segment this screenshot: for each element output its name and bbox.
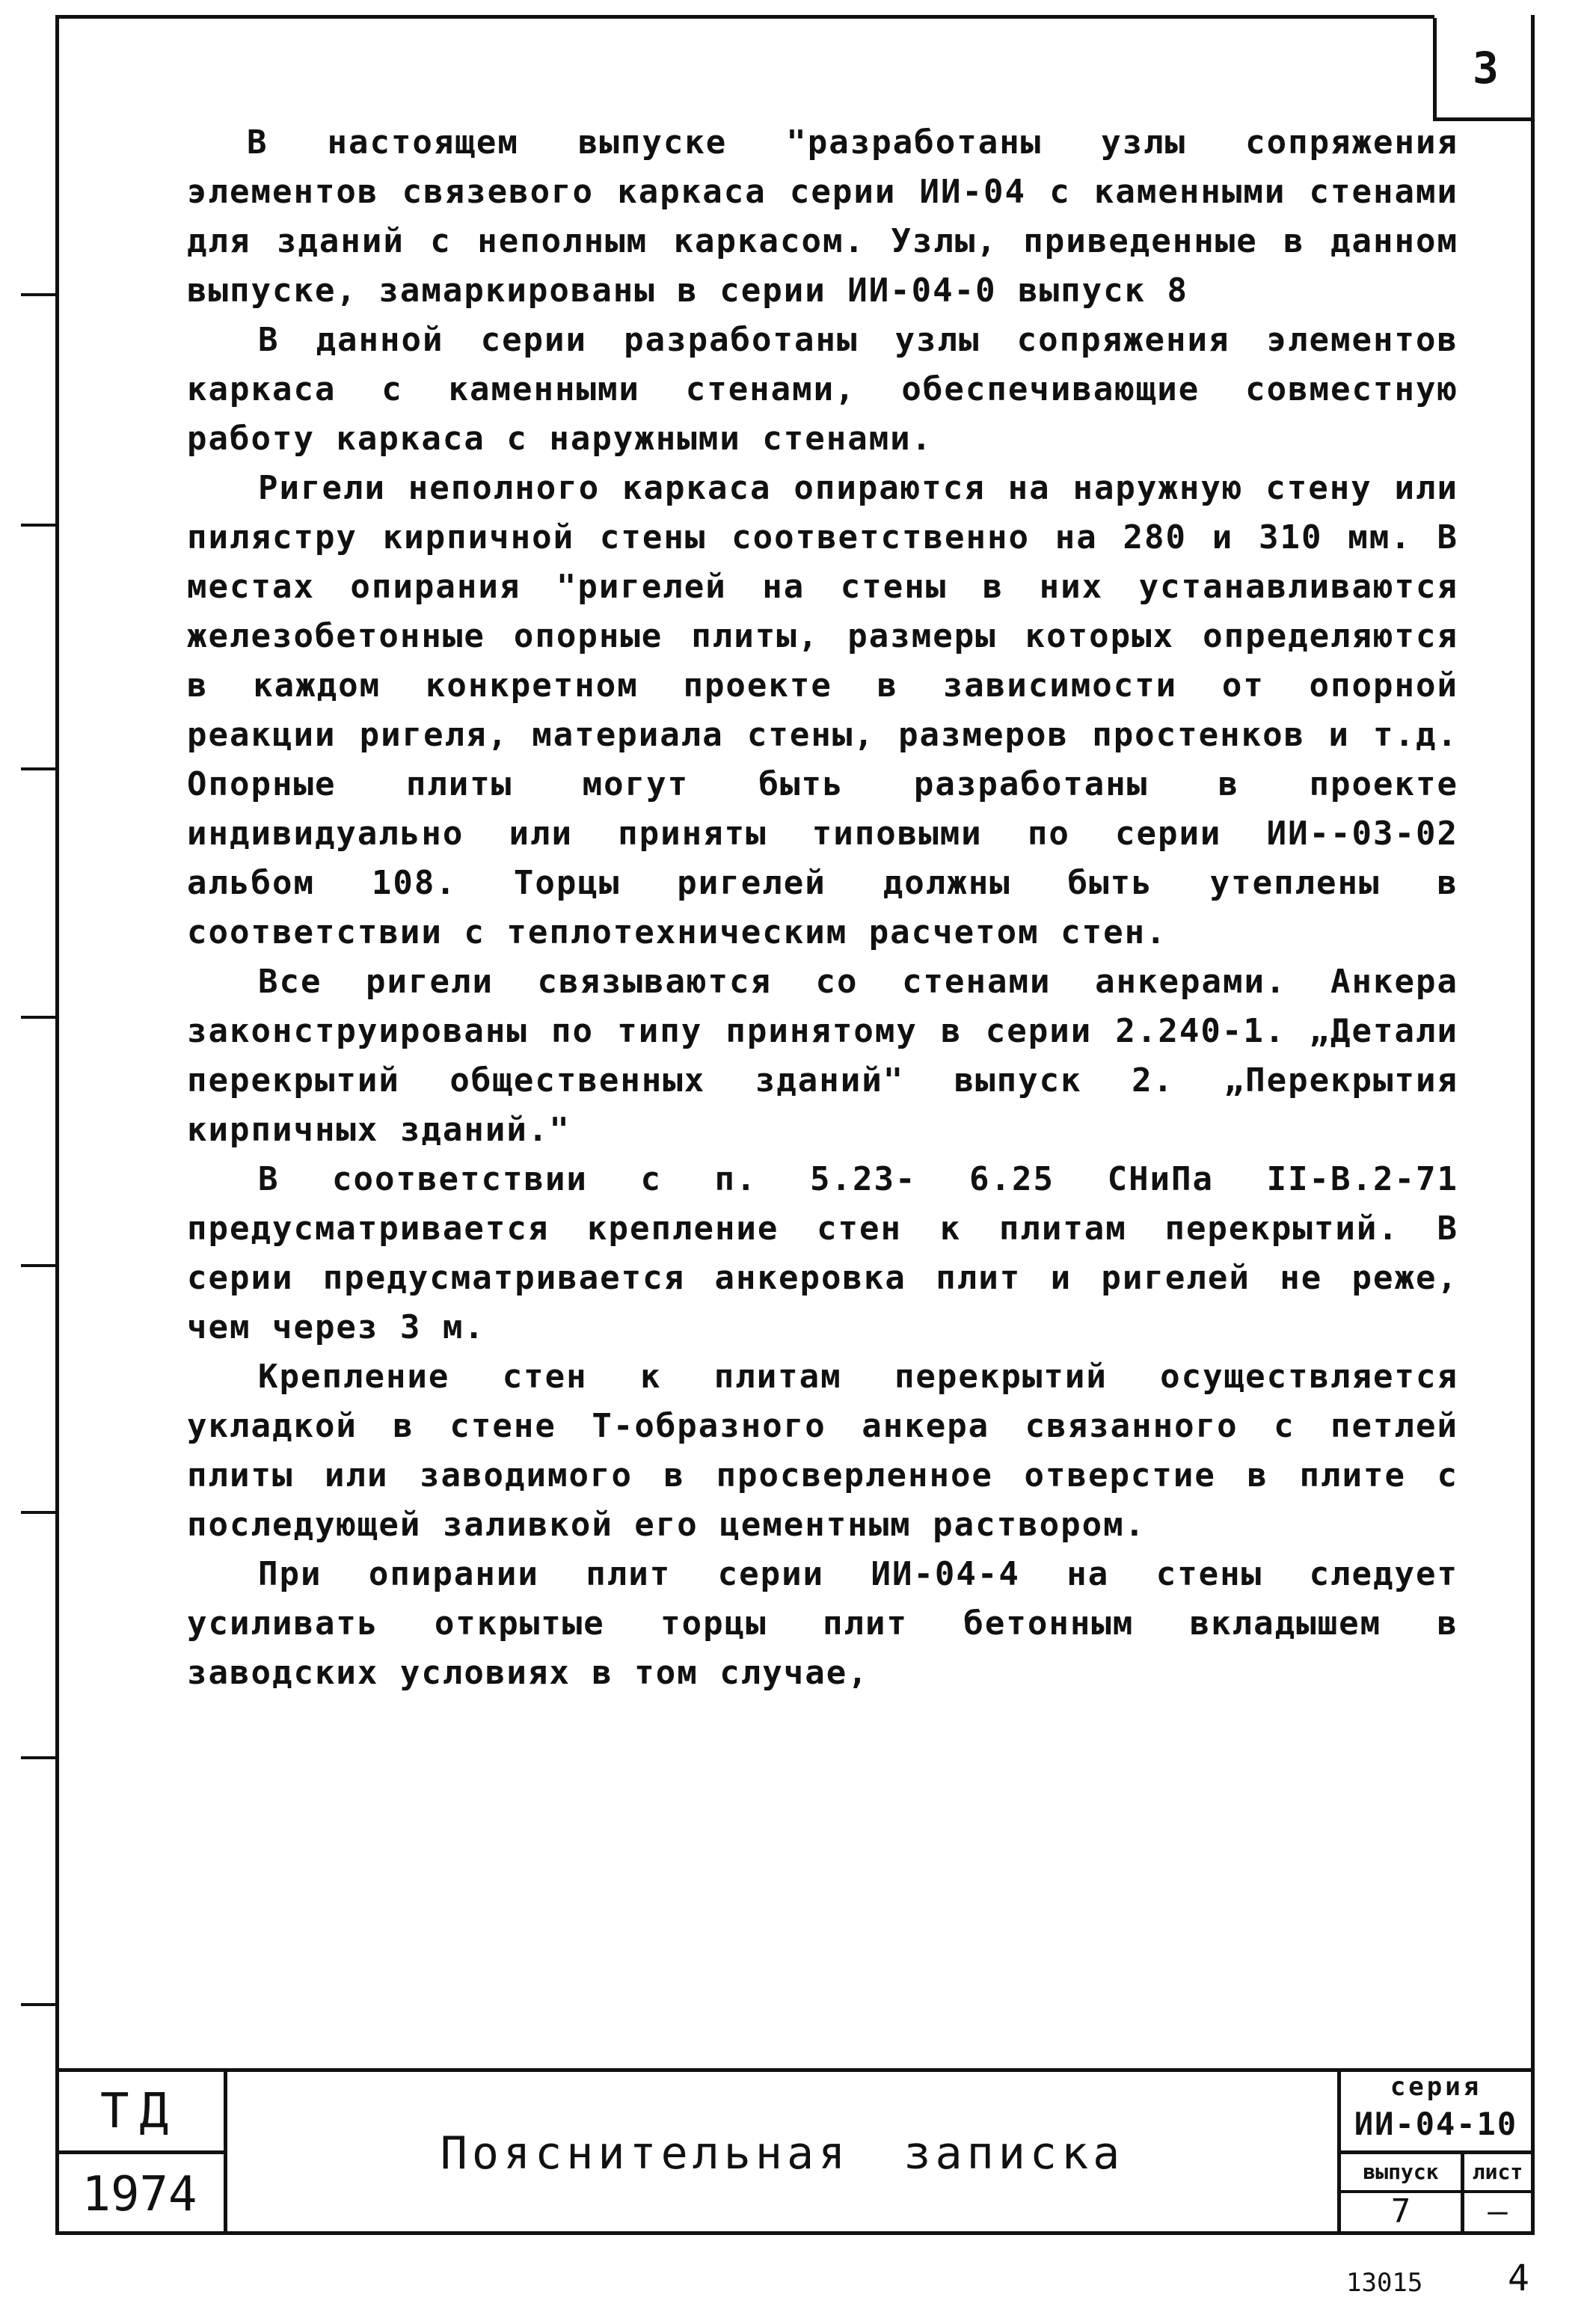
- margin-tick: [21, 1511, 57, 1514]
- paragraph: Крепление стен к плитам перекрытий осуществляется укладкой в стене Т-образного анкера связанного с петлей плиты или заводимого в просверленное отверстие в плите с последующей заливкой его цементным раствором.: [187, 1358, 1458, 1544]
- series-value: ИИ-04-10: [1354, 2106, 1518, 2142]
- page-number: 4: [1508, 2257, 1529, 2299]
- margin-tick: [21, 767, 57, 770]
- margin-tick: [21, 524, 57, 527]
- paragraph: Ригели неполного каркаса опираются на наружную стену или пилястру кирпичной стены соответственно на 280 и 310 мм. В местах опирания "ригелей на стены в них устанавливаются железобетонные опорные плиты, размеры которых определяются в каждом конкретном проекте в зависимости от опорной реакции ригеля, материала стены, размеров простенков и т.д. Опорные плиты могут быть разработаны в проекте индивидуально или приняты типовыми по серии ИИ--03-02 альбом 108. Торцы ригелей должны быть утеплены в соответствии с теплотехническим расчетом стен.: [187, 469, 1458, 951]
- series-cell: [1337, 2072, 1531, 2154]
- sheet-label: лист: [1472, 2159, 1523, 2184]
- margin-tick: [21, 1756, 57, 1759]
- paragraph: Все ригели связываются со стенами анкерами. Анкера законструированы по типу принятому в серии 2.240-1. „Детали перекрытий общественных зданий" выпуск 2. „Перекрытия кирпичных зданий.": [187, 963, 1458, 1149]
- margin-tick: [21, 1016, 57, 1019]
- margin-tick: [21, 2003, 57, 2006]
- paragraph: В данной серии разработаны узлы сопряжения элементов каркаса с каменными стенами, обеспечивающие совместную работу каркаса с наружными стенами.: [187, 321, 1458, 458]
- sheet-number: 3: [1473, 42, 1499, 93]
- issue-value: 7: [1337, 2190, 1464, 2235]
- archive-code: 13015: [1346, 2268, 1423, 2298]
- paragraph: В настоящем выпуске "разработаны узлы сопряжения элементов связевого каркаса серии ИИ-04 с каменными стенами для зданий с неполным каркасом. Узлы, приведенные в данном выпуске, замаркированы в серии ИИ-04-0 выпуск 8: [187, 123, 1458, 310]
- title-block-year: 1974: [55, 2154, 227, 2235]
- explanatory-note-text: [187, 118, 1458, 1698]
- paragraph: При опирании плит серии ИИ-04-4 на стены следует усиливать открытые торцы плит бетонным вкладышем в заводских условиях в том случае,: [187, 1555, 1458, 1692]
- issue-label: выпуск: [1337, 2154, 1464, 2190]
- series-label: серия: [1390, 2072, 1482, 2102]
- title-block: [55, 2068, 1535, 2235]
- sheet-number-box: [1433, 18, 1535, 121]
- margin-tick: [21, 293, 57, 296]
- title-block-org: ТД: [55, 2072, 227, 2154]
- sheet-value: —: [1488, 2192, 1508, 2231]
- paragraph: В соответствии с п. 5.23- 6.25 СНиПа II-В.2-71 предусматривается крепление стен к плитам перекрытий. В серии предусматривается анкеровка плит и ригелей не реже, чем через 3 м.: [187, 1160, 1458, 1346]
- document-title: Пояснительная записка: [440, 2127, 1125, 2180]
- frame-top-border: [55, 15, 1434, 19]
- margin-tick: [21, 1264, 57, 1267]
